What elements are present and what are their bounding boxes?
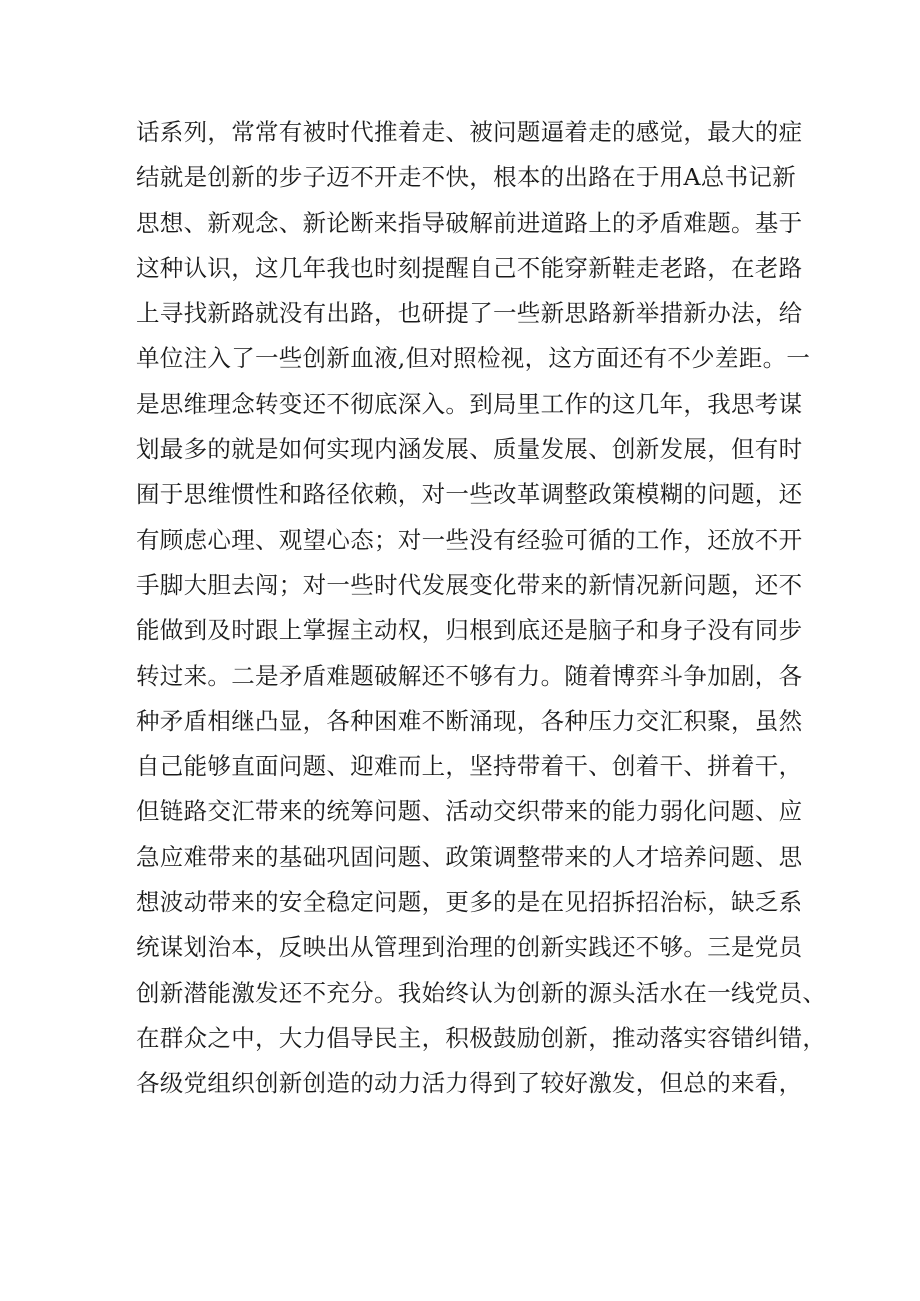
text-line-13: 转过来。二是矛盾难题破解还不够有力。随着博弈斗争加剧，各 [136,661,803,690]
text-line-5: 上寻找新路就没有出路，也研提了一些新思路新举措新办法，给 [136,299,803,328]
text-line-22: 各级党组织创新创造的动力活力得到了较好激发，但总的来看， [136,1069,803,1098]
text-line-4: 这种认识，这几年我也时刻提醒自己不能穿新鞋走老路，在老路 [136,253,803,282]
text-line-17: 急应难带来的基础巩固问题、政策调整带来的人才培养问题、思 [136,842,803,871]
text-line-21: 在群众之中，大力倡导民主，积极鼓励创新，推动落实容错纠错， [136,1023,827,1052]
text-line-20: 创新潜能激发还不充分。我始终认为创新的源头活水在一线党员、 [136,978,827,1007]
text-line-8: 划最多的就是如何实现内涵发展、质量发展、创新发展，但有时 [136,435,803,464]
text-line-18: 想波动带来的安全稳定问题，更多的是在见招拆招治标，缺乏系 [136,888,803,917]
text-line-19: 统谋划治本，反映出从管理到治理的创新实践还不够。三是党员 [136,933,803,962]
text-line-15: 自己能够直面问题、迎难而上，坚持带着干、创着干、拼着干， [136,752,803,781]
text-line-7: 是思维理念转变还不彻底深入。到局里工作的这几年，我思考谋 [136,389,803,418]
text-line-11: 手脚大胆去闯；对一些时代发展变化带来的新情况新问题，还不 [136,570,803,599]
text-line-6: 单位注入了一些创新血液,但对照检视，这方面还有不少差距。一 [136,344,811,373]
text-line-3: 思想、新观念、新论断来指导破解前进道路上的矛盾难题。基于 [136,208,803,237]
text-line-10: 有顾虑心理、观望心态；对一些没有经验可循的工作，还放不开 [136,525,803,554]
text-line-14: 种矛盾相继凸显，各种困难不断涌现，各种压力交汇积聚，虽然 [136,706,803,735]
text-line-9: 囿于思维惯性和路径依赖，对一些改革调整政策模糊的问题，还 [136,480,803,509]
text-line-2: 结就是创新的步子迈不开走不快，根本的出路在于用A总书记新 [136,163,796,192]
text-line-12: 能做到及时跟上掌握主动权，归根到底还是脑子和身子没有同步 [136,616,803,645]
text-line-16: 但链路交汇带来的统筹问题、活动交织带来的能力弱化问题、应 [136,797,803,826]
body-text [136,110,827,1107]
text-line-1: 话系列，常常有被时代推着走、被问题逼着走的感觉，最大的症 [136,118,803,146]
